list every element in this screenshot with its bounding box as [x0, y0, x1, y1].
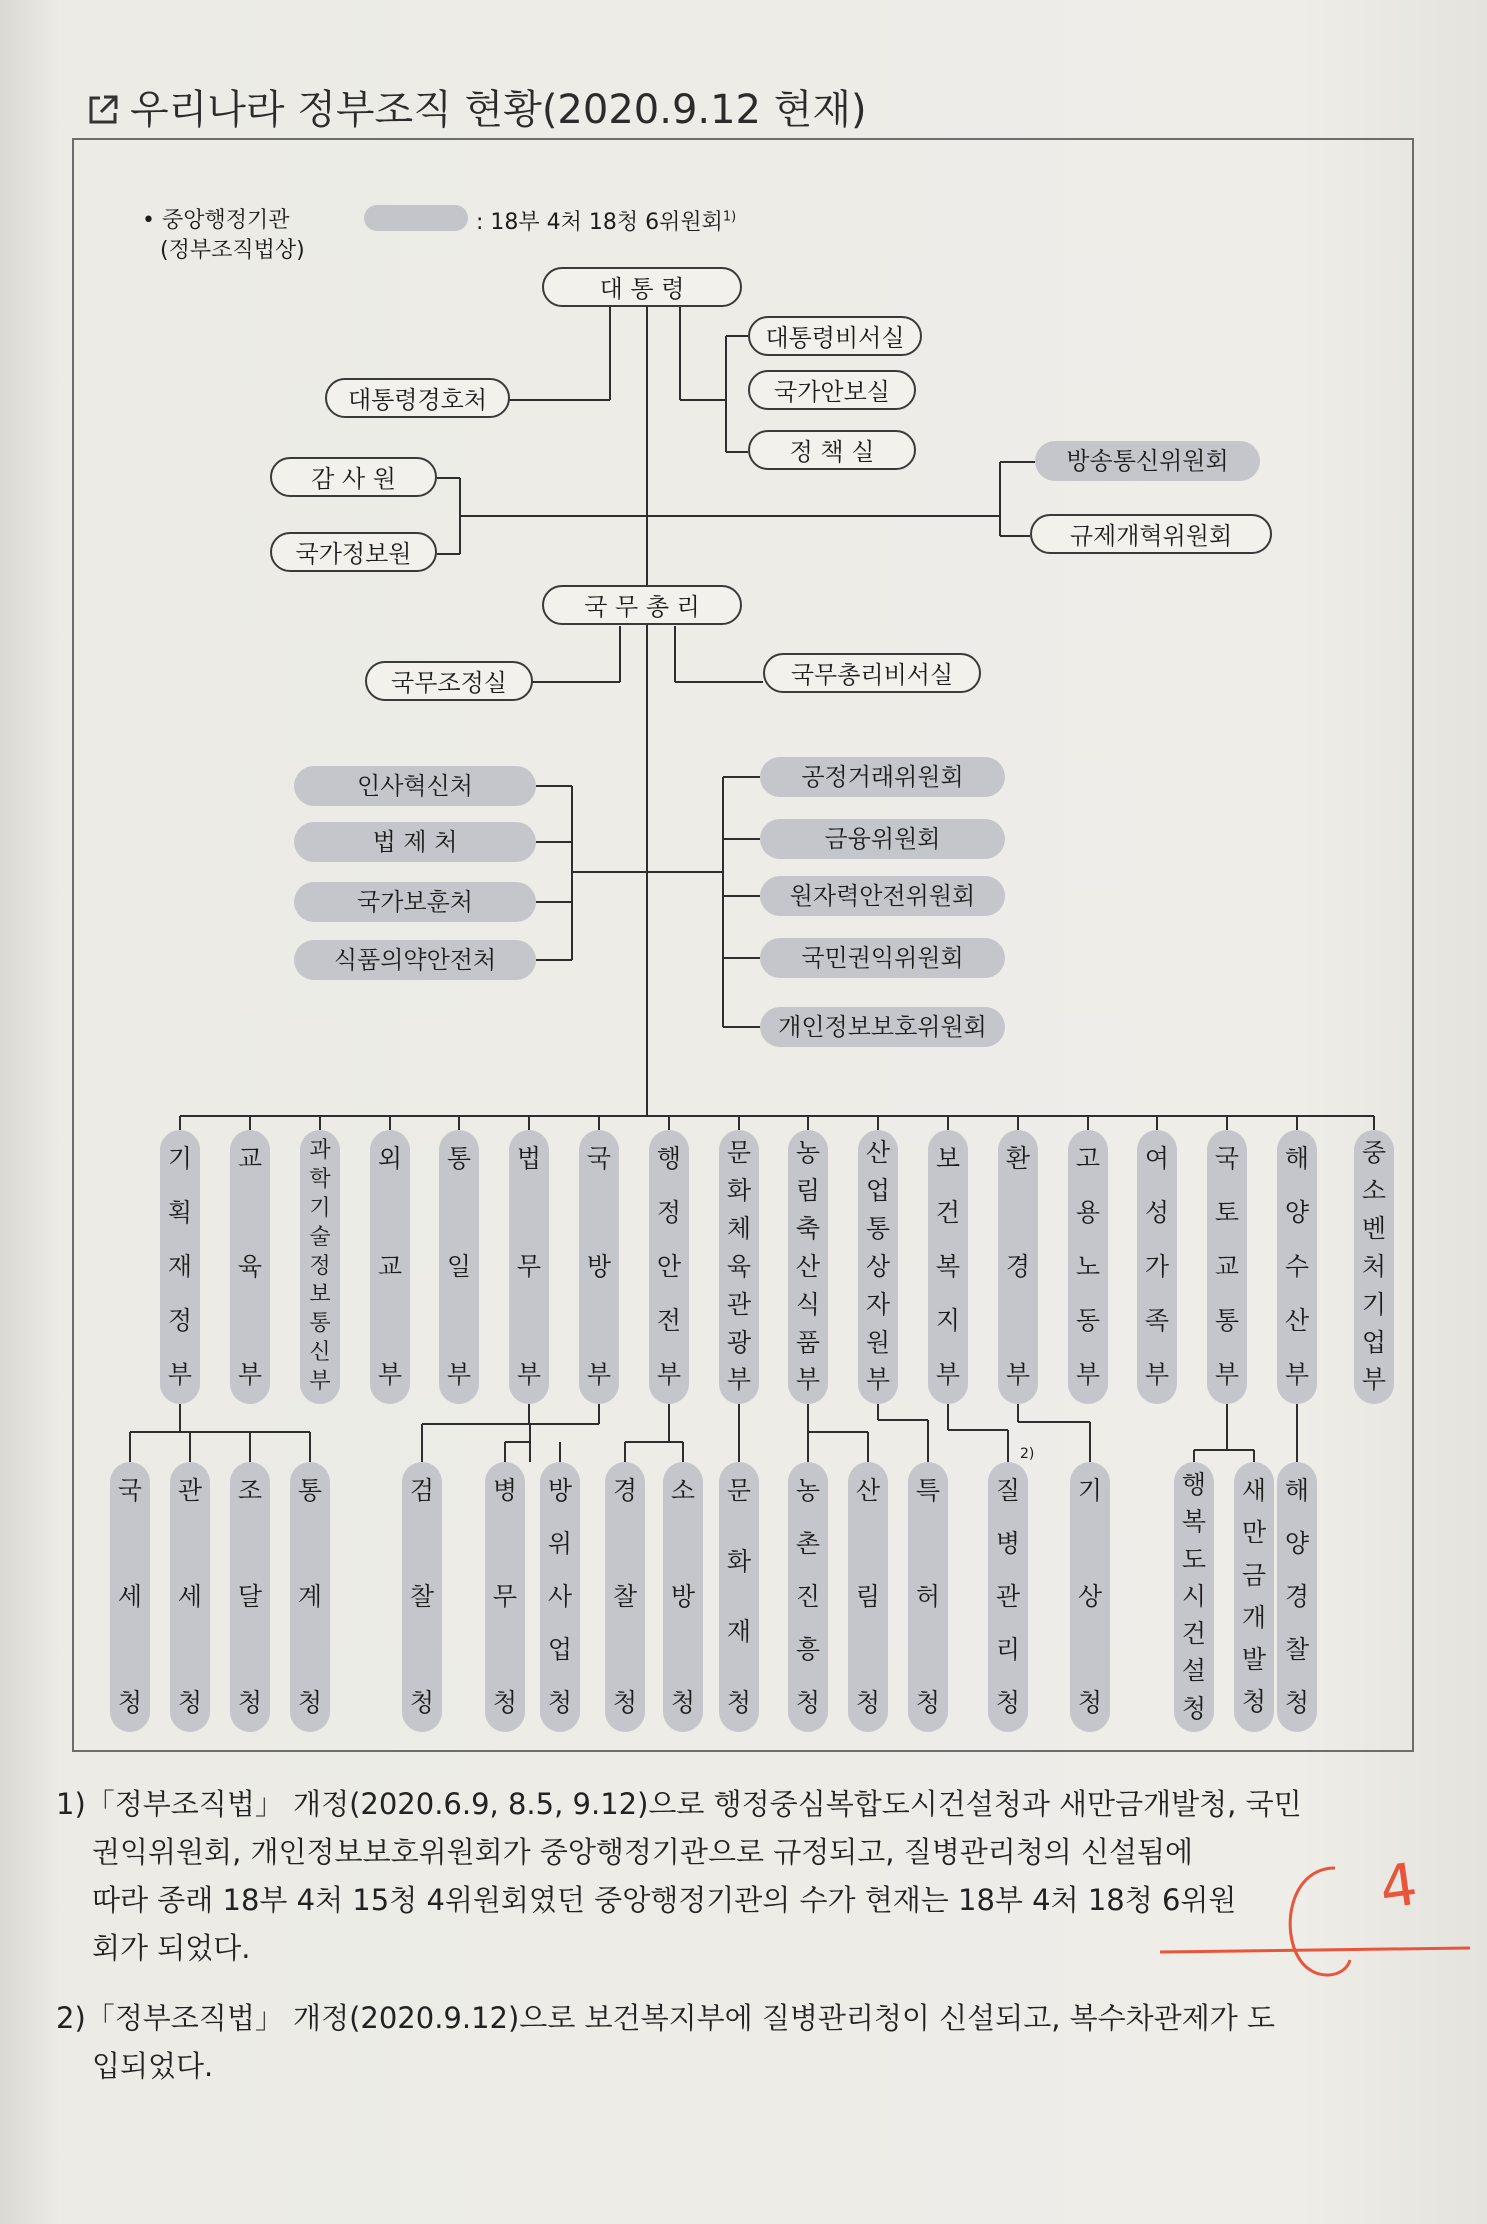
department-pill: 환 경 부 [998, 1130, 1038, 1404]
department-pill: 농 림 축 산 식 품 부 [788, 1130, 828, 1404]
ministry-box: 인사혁신처 [294, 766, 536, 806]
agency-pill: 소 방 청 [663, 1462, 703, 1732]
agency-pill: 해 양 경 찰 청 [1277, 1462, 1317, 1732]
department-pill: 행 정 안 전 부 [649, 1130, 689, 1404]
footnote-1-line-2: 권익위원회, 개인정보보호위원회가 중앙행정기관으로 규정되고, 질병관리청의 신설됨에 [92, 1835, 1194, 1869]
agency-pill: 병 무 청 [485, 1462, 525, 1732]
department-pill: 국 방 부 [579, 1130, 619, 1404]
nis-box: 국가정보원 [270, 532, 437, 572]
pm-secretariat-box: 국무총리비서실 [763, 653, 981, 693]
agency-pill: 기 상 청 [1070, 1462, 1110, 1732]
department-pill: 문 화 체 육 관 광 부 [719, 1130, 759, 1404]
footnote-1-line-4: 회가 되었다. [92, 1931, 251, 1965]
department-pill: 산 업 통 상 자 원 부 [858, 1130, 898, 1404]
agency-pill: 문 화 재 청 [719, 1462, 759, 1732]
department-pill: 교 육 부 [230, 1130, 270, 1404]
presidential-guard-box: 대통령경호처 [325, 378, 510, 418]
ministry-box: 식품의약안전처 [294, 940, 536, 980]
agency-pill: 새 만 금 개 발 청 [1234, 1462, 1274, 1732]
policy-office-box: 정 책 실 [748, 430, 916, 470]
footnote-1-line-3-text: 따라 종래 18부 4처 15청 4위원회였던 중앙행정기관의 수가 현재는 [92, 1883, 959, 1917]
agency-pill: 관 세 청 [170, 1462, 210, 1732]
agency-pill: 방 위 사 업 청 [540, 1462, 580, 1732]
agency-pill: 행 복 도 시 건 설 청 [1174, 1462, 1214, 1732]
department-pill: 외 교 부 [370, 1130, 410, 1404]
commission-box: 개인정보보호위원회 [760, 1007, 1005, 1047]
department-pill: 여 성 가 족 부 [1137, 1130, 1177, 1404]
agency-pill: 검 찰 청 [402, 1462, 442, 1732]
department-pill: 고 용 노 동 부 [1068, 1130, 1108, 1404]
footnote-2-line-2: 입되었다. [92, 2049, 214, 2083]
agency-pill: 조 달 청 [230, 1462, 270, 1732]
president-box: 대 통 령 [542, 267, 742, 307]
agency-footnote-marker: 2) [1020, 1446, 1035, 1462]
department-pill: 보 건 복 지 부 [928, 1130, 968, 1404]
agency-pill: 산 림 청 [848, 1462, 888, 1732]
commission-box: 공정거래위원회 [760, 757, 1005, 797]
ministry-box: 법 제 처 [294, 822, 536, 862]
coordination-office-box: 국무조정실 [365, 661, 533, 701]
prime-minister-box: 국 무 총 리 [542, 585, 742, 625]
department-pill: 기 획 재 정 부 [160, 1130, 200, 1404]
department-pill: 통 일 부 [439, 1130, 479, 1404]
commission-box: 국민권익위원회 [760, 938, 1005, 978]
ministry-box: 국가보훈처 [294, 882, 536, 922]
legend-label: • 중앙행정기관 [142, 208, 290, 233]
footnote-2-line-1: 2)「정부조직법」 개정(2020.9.12)으로 보건복지부에 질병관리청이 신설되고, 복수차관제가 도 [56, 2001, 1275, 2035]
department-pill: 과 학 기 술 정 보 통 신 부 [300, 1130, 340, 1404]
title-text: 우리나라 정부조직 현황(2020.9.12 현재) [130, 87, 867, 133]
footnote-1-line-1: 1)「정부조직법」 개정(2020.6.9, 8.5, 9.12)으로 행정중심복합도시건설청과 새만금개발청, 국민 [56, 1787, 1302, 1821]
agency-pill: 국 세 청 [110, 1462, 150, 1732]
department-pill: 국 토 교 통 부 [1207, 1130, 1247, 1404]
broadcast-commission-box: 방송통신위원회 [1035, 441, 1260, 481]
commission-box: 원자력안전위원회 [760, 876, 1005, 916]
audit-board-box: 감 사 원 [270, 457, 437, 497]
department-pill: 해 양 수 산 부 [1277, 1130, 1317, 1404]
agency-pill: 질 병 관 리 청 [988, 1462, 1028, 1732]
handwritten-digit: 4 [1375, 1849, 1422, 1923]
legend-sublabel: (정부조직법상) [160, 238, 305, 263]
agency-pill: 농 촌 진 흥 청 [788, 1462, 828, 1732]
department-pill: 법 무 부 [509, 1130, 549, 1404]
commission-box: 금융위원회 [760, 819, 1005, 859]
agency-pill: 통 계 청 [290, 1462, 330, 1732]
secretariat-box: 대통령비서실 [748, 316, 922, 356]
agency-pill: 경 찰 청 [605, 1462, 645, 1732]
security-office-box: 국가안보실 [748, 370, 916, 410]
department-pill: 중 소 벤 처 기 업 부 [1354, 1130, 1394, 1404]
regulatory-reform-box: 규제개혁위원회 [1030, 514, 1272, 554]
agency-pill: 특 허 청 [908, 1462, 948, 1732]
footnote-1-highlight: 18부 4처 18청 6위원 [958, 1883, 1237, 1917]
legend-value: : 18부 4처 18청 6위원회$^{1)}$ [476, 209, 737, 235]
